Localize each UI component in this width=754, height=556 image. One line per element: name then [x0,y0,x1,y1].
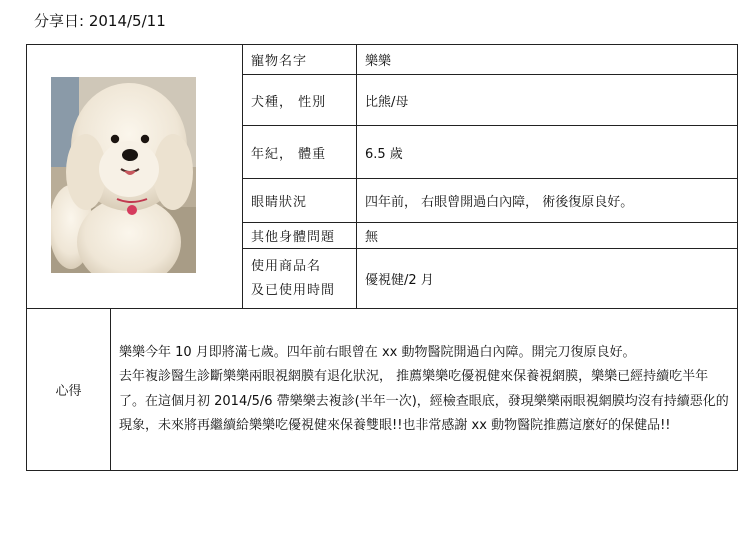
pet-info-table [26,44,738,471]
value-other-health: 無 [357,223,738,249]
pet-photo-cell [27,45,243,309]
label-product-usage-line1: 使用商品名 [251,258,322,274]
dog-photo-image [51,77,196,273]
label-pet-name: 寵物名字 [243,45,357,75]
label-product-usage-line2: 及已使用時間 [251,282,336,298]
label-other-health: 其他身體問題 [243,223,357,249]
experience-text [111,309,738,471]
value-pet-name: 樂樂 [357,45,738,75]
experience-paragraph-1: 樂樂今年 10 月即將滿七歲。四年前右眼曾在 xx 動物醫院開過白內障。開完刀復原良好。 [119,344,636,360]
label-age-weight: 年紀， 體重 [243,126,357,179]
label-product-usage [243,249,357,309]
pet-photo [51,77,196,273]
value-product-usage: 優視健/2 月 [357,249,738,309]
share-date: 分享日: 2014/5/11 [34,12,166,30]
label-eye-condition: 眼睛狀況 [243,179,357,223]
label-breed-sex: 犬種， 性別 [243,75,357,126]
value-age-weight: 6.5 歲 [357,126,738,179]
value-eye-condition: 四年前， 右眼曾開過白內障， 術後復原良好。 [357,179,738,223]
experience-paragraph-2: 去年複診醫生診斷樂樂兩眼視網膜有退化狀況， 推薦樂樂吃優視健來保養視網膜，樂樂已經持續吃半年了。在這個月初 2014/5/6 帶樂樂去複診(半年一次)，經檢查眼底，發現樂樂兩眼視網膜均沒有持續惡化的現象，未來將再繼續給樂樂吃優視健來保養雙眼!!也非常感謝 xx 動物醫院推薦這麼好的保健品!! [119,369,729,433]
experience-label: 心得 [27,309,111,471]
value-breed-sex: 比熊/母 [357,75,738,126]
